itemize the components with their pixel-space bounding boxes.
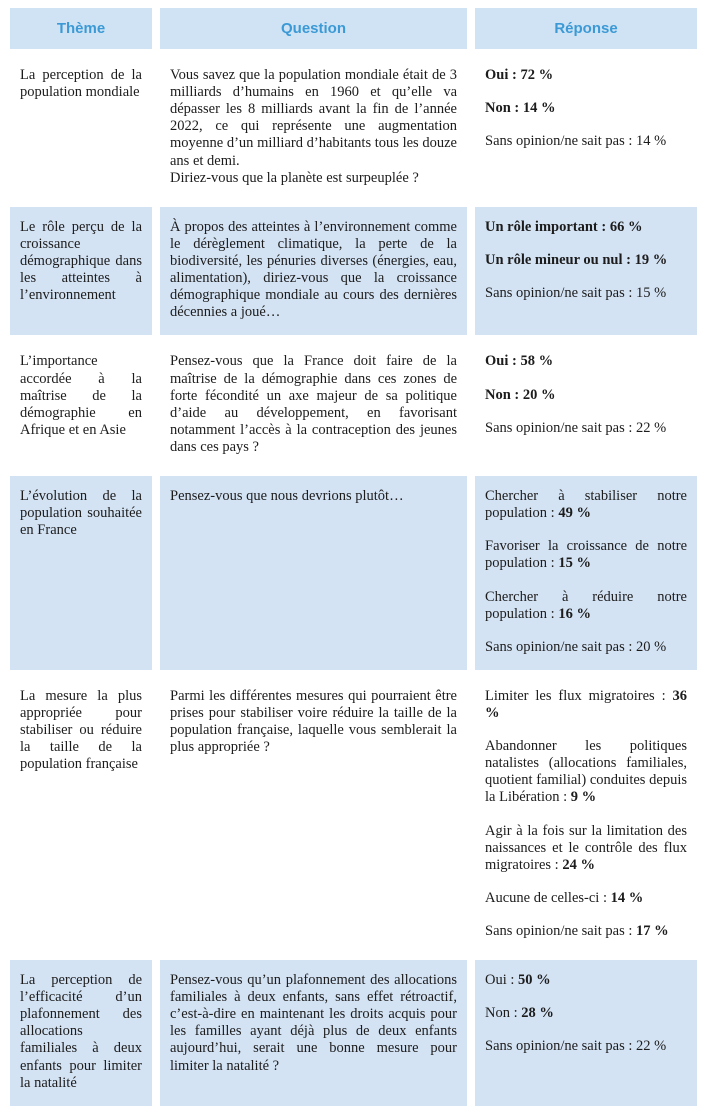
- table-row: [10, 960, 697, 1106]
- question-cell: [160, 207, 467, 336]
- answer-value: 50 %: [518, 972, 551, 989]
- response-cell: [475, 341, 697, 470]
- survey-table: [2, 2, 705, 1112]
- table-row: [10, 676, 697, 954]
- answer-label: Chercher à réduire notre population :: [485, 588, 687, 622]
- question-cell: [160, 476, 467, 670]
- table-row: [10, 207, 697, 336]
- question-paragraph: Pensez-vous que nous devrions plutôt…: [170, 488, 404, 505]
- response-cell: [475, 207, 697, 336]
- answer-item: [485, 1005, 687, 1022]
- answer-label: Limiter les flux migratoires :: [485, 687, 673, 704]
- answer-item: [485, 133, 687, 150]
- answer-item: [485, 219, 687, 236]
- answer-item: [485, 639, 687, 656]
- question-cell: [160, 55, 467, 201]
- answer-label: Abandonner les politiques natalistes (allocations familiales, quotient familial) conduites depuis la Libération :: [485, 738, 687, 806]
- response-cell: [475, 676, 697, 954]
- question-paragraph: Parmi les différentes mesures qui pourraient être prises pour stabiliser voire réduire la taille de la population française, laquelle vous semblerait la plus appropriée ?: [170, 687, 457, 756]
- question-paragraph: Pensez-vous que la France doit faire de la maîtrise de la démographie dans ces zones de forte fécondité un axe majeur de sa politique d’aide au développement, en favorisant notamment l’accès à la contraception des jeunes dans ces pays ?: [170, 353, 457, 455]
- answer-text: Sans opinion/ne sait pas : 15 %: [485, 284, 667, 301]
- answer-text: Sans opinion/ne sait pas : 22 %: [485, 419, 667, 436]
- answer-label: Aucune de celles-ci :: [485, 889, 611, 906]
- answer-text: Oui : 72 %: [485, 67, 554, 83]
- theme-cell: La mesure la plus appropriée pour stabiliser ou réduire la taille de la population française: [10, 676, 152, 954]
- table-header: [10, 8, 697, 49]
- answer-text: Sans opinion/ne sait pas : 22 %: [485, 1038, 667, 1055]
- answer-label: Oui :: [485, 972, 519, 989]
- answer-item: [485, 488, 687, 522]
- answer-item: [485, 923, 687, 940]
- answer-label: Agir à la fois sur la limitation des naissances et le contrôle des flux migratoires :: [485, 822, 687, 873]
- theme-cell: Le rôle perçu de la croissance démographique dans les atteintes à l’environnement: [10, 207, 152, 336]
- theme-cell: L’importance accordée à la maîtrise de la démographie en Afrique et en Asie: [10, 341, 152, 470]
- answer-item: [485, 972, 687, 989]
- answer-item: [485, 285, 687, 302]
- theme-cell: La perception de l’efficacité d’un plafonnement des allocations familiales à deux enfants pour limiter la natalité: [10, 960, 152, 1106]
- answer-item: [485, 738, 687, 806]
- answer-item: [485, 589, 687, 623]
- answer-item: [485, 420, 687, 437]
- answer-value: 24 %: [562, 856, 595, 873]
- answer-text: Un rôle important : 66 %: [485, 218, 643, 235]
- answer-label: Non :: [485, 1005, 522, 1022]
- answer-label: Chercher à stabiliser notre population :: [485, 488, 687, 522]
- question-cell: [160, 341, 467, 470]
- answer-item: [485, 353, 687, 370]
- answer-value: 28 %: [521, 1005, 554, 1022]
- answer-value: 36 %: [485, 687, 687, 721]
- answer-text: Non : 14 %: [485, 100, 556, 117]
- header-row: [10, 8, 697, 49]
- response-cell: [475, 55, 697, 201]
- answer-value: 49 %: [558, 505, 591, 522]
- theme-cell: L’évolution de la population souhaitée en France: [10, 476, 152, 670]
- answer-text: Un rôle mineur ou nul : 19 %: [485, 251, 668, 268]
- question-paragraph: Pensez-vous qu’un plafonnement des allocations familiales à deux enfants, sans effet rétroactif, c’est-à-dire en maintenant les droits acquis pour les familles ayant déjà plus de deux enfants aujourd’hui, serait une bonne mesure pour limiter la natalité ?: [170, 972, 457, 1074]
- table-row: [10, 55, 697, 201]
- answer-text: Non : 20 %: [485, 386, 556, 403]
- question-cell: [160, 960, 467, 1106]
- answer-text: Sans opinion/ne sait pas : 20 %: [485, 638, 667, 655]
- answer-item: [485, 688, 687, 722]
- answer-item: [485, 823, 687, 874]
- column-header-question: Question: [160, 8, 467, 49]
- answer-value: 15 %: [558, 555, 591, 572]
- answer-value: 9 %: [570, 789, 597, 806]
- answer-value: 14 %: [610, 889, 644, 906]
- answer-item: [485, 387, 687, 404]
- table-row: [10, 476, 697, 670]
- table-row: [10, 341, 697, 470]
- answer-item: [485, 538, 687, 572]
- answer-label: Sans opinion/ne sait pas :: [485, 922, 637, 939]
- answer-item: [485, 1038, 687, 1055]
- question-cell: [160, 676, 467, 954]
- response-cell: [475, 476, 697, 670]
- answer-text: Oui : 58 %: [485, 353, 554, 370]
- theme-cell: La perception de la population mondiale: [10, 55, 152, 201]
- question-paragraph: À propos des atteintes à l’environnement comme le dérèglement climatique, la perte de la biodiversité, les pénuries diverses (énergies, eau, alimentation), diriez-vous que la croissance démographique mondiale au cours des dernières décennies a joué…: [170, 218, 457, 321]
- question-paragraph: Vous savez que la population mondiale était de 3 milliards d’humains en 1960 et qu’elle va dépasser les 8 milliards avant la fin de l’année 2022, ce qui représente une augmentation moyenne d’un milliard d’habitants tous les douze ans et demi.: [170, 67, 457, 169]
- question-paragraph: Diriez-vous que la planète est surpeuplée ?: [170, 169, 419, 186]
- answer-item: [485, 100, 687, 117]
- answer-item: [485, 890, 687, 907]
- table-body: [10, 55, 697, 1106]
- answer-item: [485, 252, 687, 269]
- column-header-theme: Thème: [10, 8, 152, 49]
- answer-value: 17 %: [636, 922, 669, 939]
- answer-value: 16 %: [558, 605, 591, 622]
- response-cell: [475, 960, 697, 1106]
- answer-label: Favoriser la croissance de notre population :: [485, 538, 687, 572]
- column-header-response: Réponse: [475, 8, 697, 49]
- answer-item: [485, 67, 687, 84]
- answer-text: Sans opinion/ne sait pas : 14 %: [485, 133, 667, 150]
